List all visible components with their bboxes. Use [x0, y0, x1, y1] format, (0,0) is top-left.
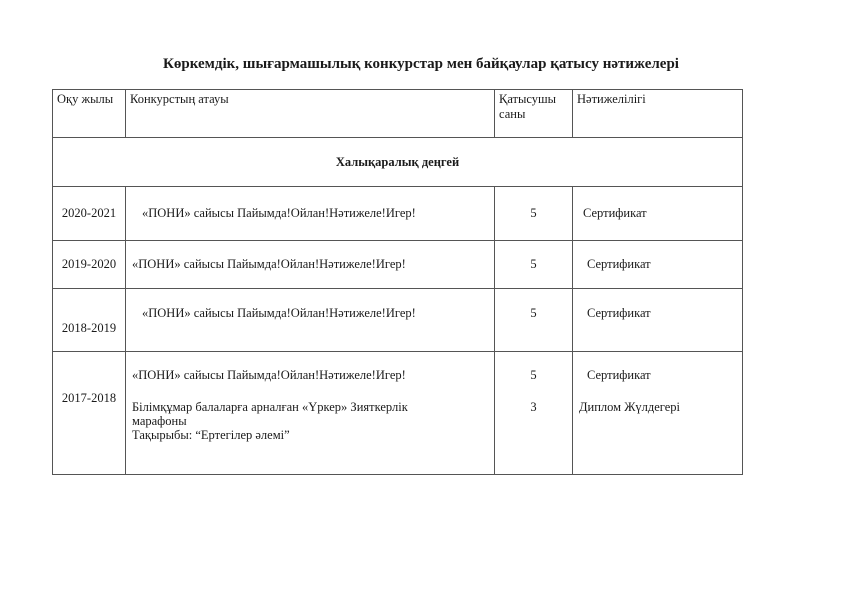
row-name: «ПОНИ» сайысы Пайымда!Ойлан!Нәтижеле!Игер! [126, 289, 495, 352]
row-name: «ПОНИ» сайысы Пайымда!Ойлан!Нәтижеле!Игер! [132, 368, 406, 382]
level-row [53, 138, 743, 187]
header-count: Қатысушы саны [495, 90, 573, 138]
row-result-cell [573, 352, 743, 475]
header-name: Конкурстың атауы [126, 90, 495, 138]
row-result: Сертификат [573, 187, 743, 241]
results-table [52, 89, 743, 475]
row-count: 5 [495, 241, 573, 289]
row-result: Сертификат [573, 241, 743, 289]
row-year: 2018-2019 [53, 289, 126, 352]
row-count-cell [495, 352, 573, 475]
header-result: Нәтижелілігі [573, 90, 743, 138]
row-result: Сертификат [573, 289, 743, 352]
header-year: Оқу жылы [53, 90, 126, 138]
row-count: 5 [495, 289, 573, 352]
row-year: 2020-2021 [53, 187, 126, 241]
row-count-second: 3 [530, 400, 537, 414]
row-result-second: Диплом Жүлдегері [579, 400, 681, 414]
row-result: Сертификат [587, 368, 651, 382]
row-year: 2017-2018 [53, 352, 126, 475]
header-row [53, 90, 743, 138]
table-row [53, 289, 743, 352]
page-title: Көркемдік, шығармашылық конкурстар мен байқаулар қатысу нәтижелері [163, 56, 679, 72]
row-name-second-line1: Білімқұмар балаларға арналған «Үркер» Зияткерлік [132, 400, 408, 414]
row-name-second-line2: марафоны [132, 414, 187, 428]
row-name: «ПОНИ» сайысы Пайымда!Ойлан!Нәтижеле!Игер! [126, 241, 495, 289]
table-row [53, 241, 743, 289]
row-name-second-line3: Тақырыбы: “Ертегілер әлемі” [132, 428, 290, 442]
row-year: 2019-2020 [53, 241, 126, 289]
row-count: 5 [530, 368, 537, 382]
row-name: «ПОНИ» сайысы Пайымда!Ойлан!Нәтижеле!Игер! [126, 187, 495, 241]
row-name-cell [126, 352, 495, 475]
table-row [53, 352, 743, 475]
table-row [53, 187, 743, 241]
row-count: 5 [495, 187, 573, 241]
level-label: Халықаралық деңгей [53, 138, 743, 187]
